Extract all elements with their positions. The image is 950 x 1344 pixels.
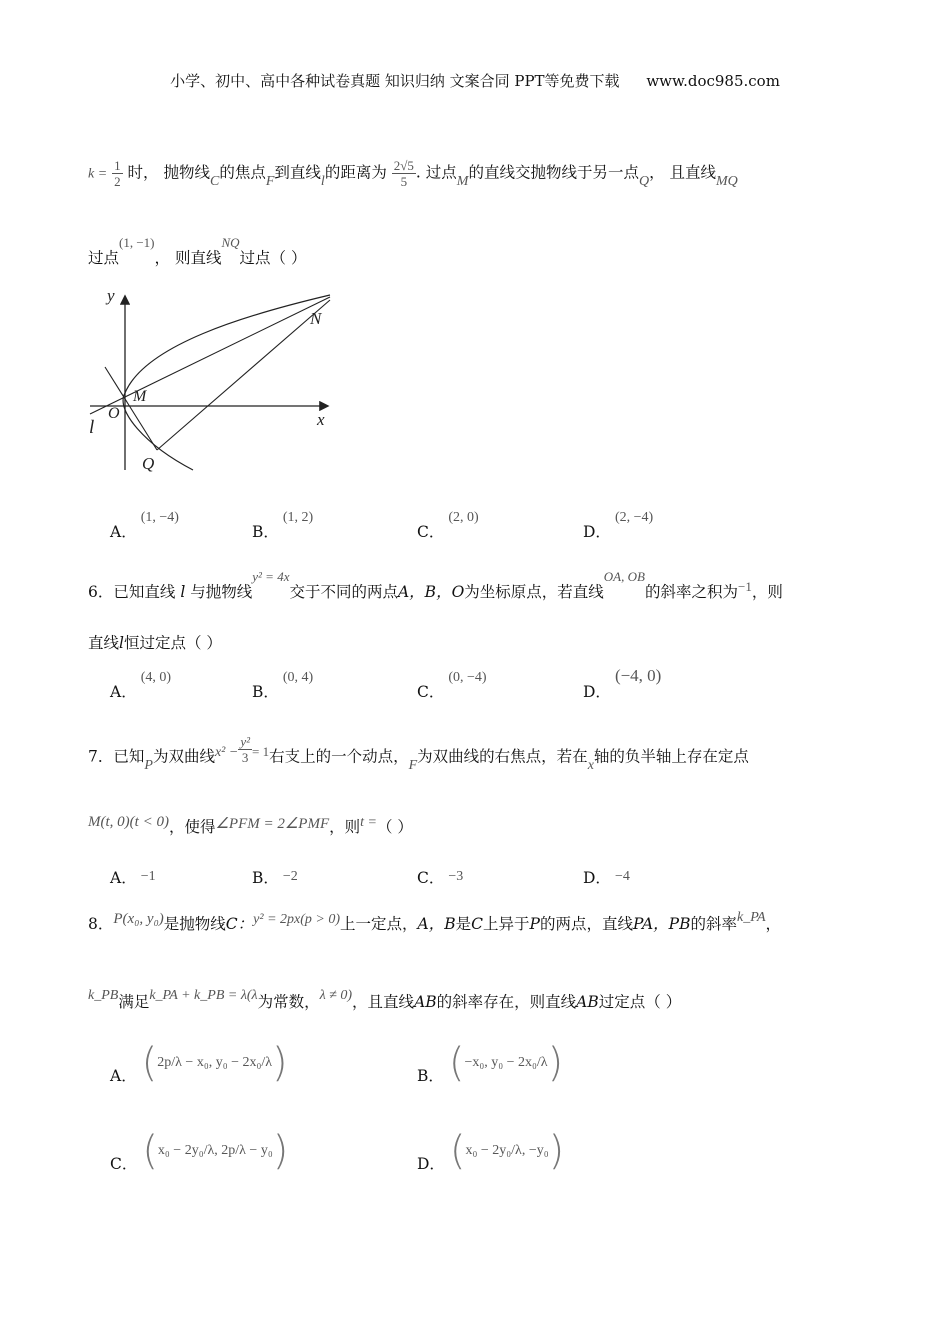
label-x: x [317,410,325,429]
q5-line1: k = $\frac{1}{2}$ 时， 抛物线C的焦点F到直线l的距离为 $\frac{2√5}{5}$ . 过点M的直线交抛物线于另一点Q， 且直线MQ [88,158,738,189]
q5-option-a[interactable]: A．(1, −4) [110,510,179,541]
q8-line2: k_PB满足k_PA + k_PB = λ(λ为常数，λ ≠ 0)，且直线AB的斜率存在，则直线AB过定点（ ） [88,988,682,1011]
q7-option-a[interactable]: A． −1 [110,869,156,887]
q7-option-b[interactable]: B． −2 [252,869,298,887]
q7-line2: M(t, 0)(t < 0)，使得∠PFM = 2∠PMF，则t =（ ） [88,814,413,836]
q6-line1: 6．已知直线 l 与抛物线$^{y^2 = 4x}$交于不同的两点A，B，O为坐标原点，若直线$^{OA, OB}$的斜率之积为$^{-1}$，则 [88,569,783,601]
q8-option-d[interactable]: D． (x₀ − 2y₀/λ, −y₀) [417,1128,565,1174]
q6-option-a[interactable]: A．(4, 0) [110,670,172,701]
header-site: www.doc985.com [646,72,780,90]
q6-option-b[interactable]: B．(0, 4) [252,670,314,701]
q7-line1: 7．已知P为双曲线x² − $\frac{\text{y²}}{3}$ $^{= 1}$右支上的一个动点，F为双曲线的右焦点，若在x轴的负半轴上存在定点 [88,734,749,773]
q6-option-d[interactable]: D．(−4, 0) [583,666,662,701]
k-var: k = [88,166,108,182]
page-header [0,70,950,91]
q8-option-b[interactable]: B． (−x₀, y₀ − 2x₀/λ) [417,1040,564,1086]
parabola-figure [85,285,345,480]
label-o: O [108,405,120,422]
half-fraction: $\frac{1}{2}$ [114,158,121,189]
q5-option-c[interactable]: C．(2, 0) [417,510,479,541]
q6-option-c[interactable]: C．(0, −4) [417,670,487,701]
q5-option-b[interactable]: B．(1, 2) [252,510,314,541]
q6-line2: 直线l恒过定点（ ） [88,634,222,652]
q8-option-c[interactable]: C． (x₀ − 2y₀/λ, 2p/λ − y₀) [110,1128,289,1174]
distance-fraction: $\frac{2√5}{5}$ [393,158,414,189]
label-n: N [310,309,322,328]
line-nq [157,300,330,450]
q5-option-d[interactable]: D．(2, −4) [583,510,654,541]
q8-line1: 8．P(x₀, y₀)是抛物线C：y² = 2px(p > 0)上一定点，A，B是C上异于P的两点，直线PA，PB的斜率k_PA， [88,910,782,933]
label-m: M [133,388,147,405]
label-q: Q [142,454,155,473]
header-text: 小学、初中、高中各种试卷真题 知识归纳 文案合同 PPT等免费下载 [170,72,620,90]
label-l: l [89,417,95,438]
q5-line2: 过点$^{(1, -1)}$， 则直线$^{NQ}$过点（ ） [88,235,307,267]
line-l [90,297,330,414]
label-y: y [107,286,115,305]
q7-option-d[interactable]: D． −4 [583,869,630,887]
q8-option-a[interactable]: A． (2p/λ − x₀, y₀ − 2x₀/λ) [110,1040,288,1086]
q7-option-c[interactable]: C． −3 [417,869,464,887]
